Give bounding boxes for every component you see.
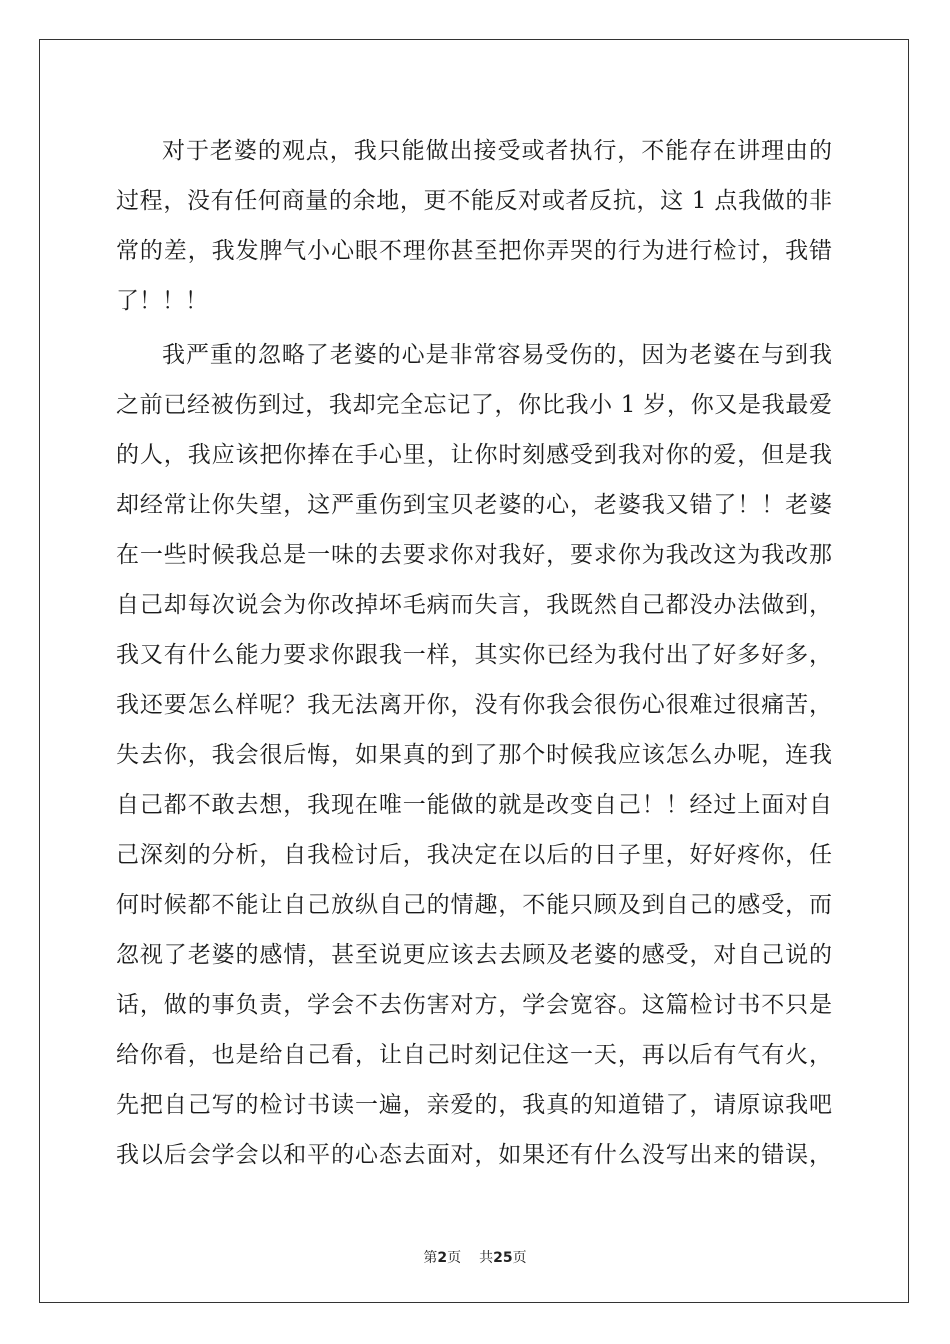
text-line: 过程，没有任何商量的余地，更不能反对或者反抗，这 1 点我做的非	[116, 188, 832, 214]
text-line: 我又有什么能力要求你跟我一样，其实你已经为我付出了好多好多，	[116, 642, 832, 668]
text-line: 了！！！	[116, 288, 208, 314]
text-line: 自己却每次说会为你改掉坏毛病而失言，我既然自己都没办法做到，	[116, 592, 832, 618]
page-unit: 页	[447, 1250, 462, 1266]
text-line: 何时候都不能让自己放纵自己的情趣，不能只顾及到自己的感受，而	[116, 892, 832, 918]
paragraph-2	[116, 330, 832, 1180]
text-line: 我严重的忽略了老婆的心是非常容易受伤的，因为老婆在与到我	[162, 342, 832, 368]
text-line: 给你看，也是给自己看，让自己时刻记住这一天，再以后有气有火，	[116, 1042, 832, 1068]
paragraph-1	[116, 126, 832, 326]
text-line: 先把自己写的检讨书读一遍，亲爱的，我真的知道错了，请原谅我吧	[116, 1092, 832, 1118]
text-line: 我还要怎么样呢？我无法离开你，没有你我会很伤心很难过很痛苦，	[116, 692, 832, 718]
text-line: 我以后会学会以和平的心态去面对，如果还有什么没写出来的错误，	[116, 1142, 832, 1168]
text-line: 却经常让你失望，这严重伤到宝贝老婆的心，老婆我又错了！！老婆	[116, 492, 832, 518]
text-line: 忽视了老婆的感情，甚至说更应该去去顾及老婆的感受，对自己说的	[116, 942, 832, 968]
text-line: 失去你，我会很后悔，如果真的到了那个时候我应该怎么办呢，连我	[116, 742, 832, 768]
text-line: 己深刻的分析，自我检讨后，我决定在以后的日子里，好好疼你，任	[116, 842, 832, 868]
text-line: 的人，我应该把你捧在手心里，让你时刻感受到我对你的爱，但是我	[116, 442, 832, 468]
page-number: 2	[437, 1250, 448, 1266]
document-body	[116, 126, 832, 1180]
total-unit: 页	[512, 1250, 527, 1266]
total-prefix: 共	[479, 1250, 494, 1266]
text-line: 话，做的事负责，学会不去伤害对方，学会宽容。这篇检讨书不只是	[116, 992, 832, 1018]
page-footer	[0, 1247, 950, 1267]
text-line: 自己都不敢去想，我现在唯一能做的就是改变自己！！经过上面对自	[116, 792, 832, 818]
text-line: 之前已经被伤到过，我却完全忘记了，你比我小 1 岁，你又是我最爱	[116, 392, 832, 418]
page-prefix: 第	[423, 1250, 438, 1266]
text-line: 在一些时候我总是一味的去要求你对我好，要求你为我改这为我改那	[116, 542, 832, 568]
text-line: 常的差，我发脾气小心眼不理你甚至把你弄哭的行为进行检讨，我错	[116, 238, 832, 264]
text-line: 对于老婆的观点，我只能做出接受或者执行，不能存在讲理由的	[162, 138, 832, 164]
total-pages: 25	[493, 1250, 513, 1266]
